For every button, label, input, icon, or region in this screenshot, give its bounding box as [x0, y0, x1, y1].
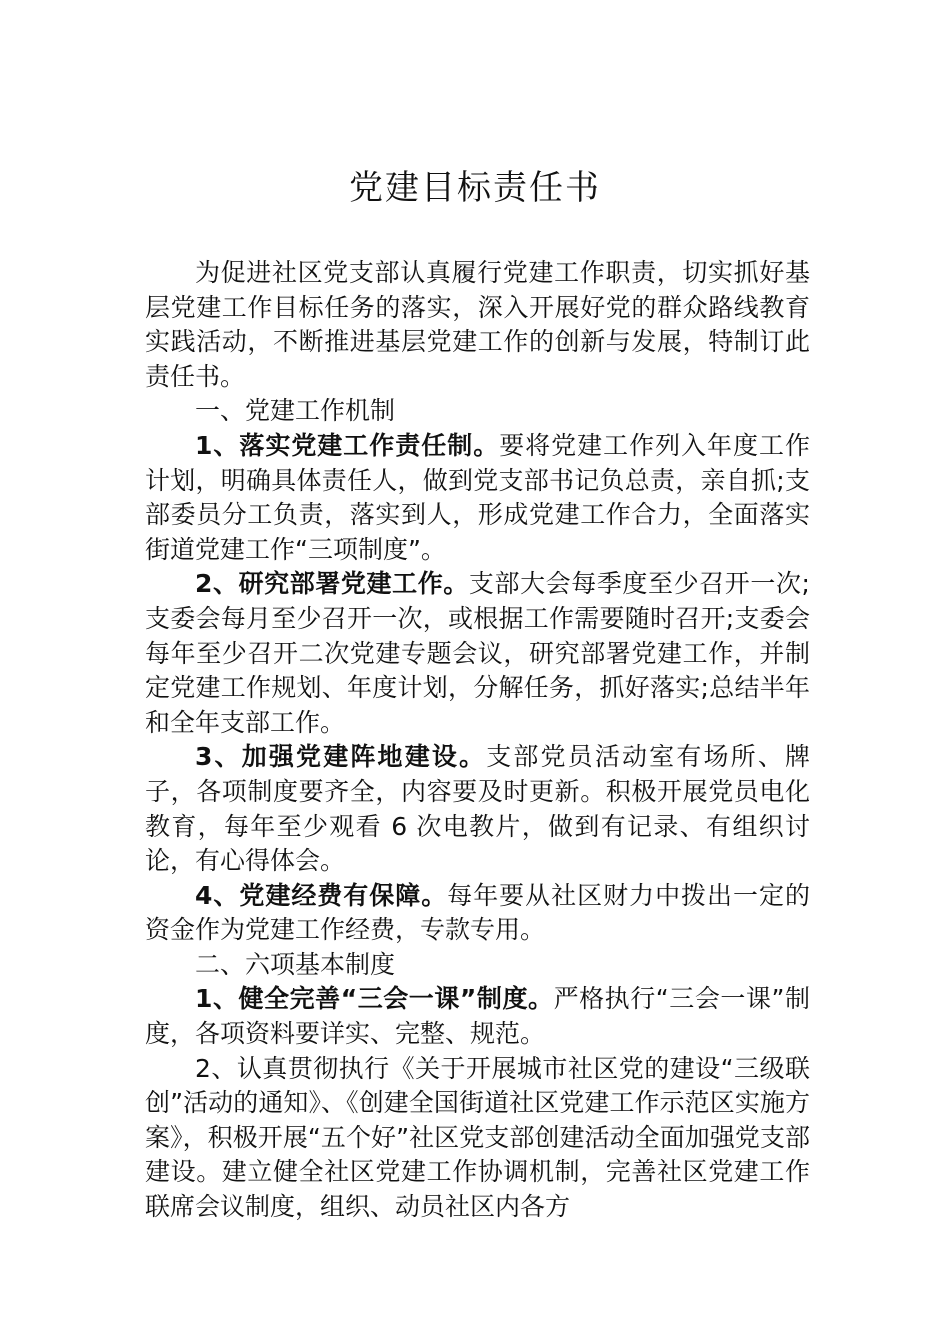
item-text: 支部党员活动室有场所、牌子，各项制度要齐全，内容要及时更新。积极开展党员电化教育，每年至少观看 6 次电教片，做到有记录、有组织讨论，有心得体会。 — [145, 742, 810, 876]
item-text: 2、认真贯彻执行《关于开展城市社区党的建设“三级联创”活动的通知》、《创建全国街道社区党建工作示范区实施方案》，积极开展“五个好”社区党支部创建活动全面加强党支部建设。建立健全社区党建工作协调机制，完善社区党建工作联席会议制度，组织、动员社区内各方 — [145, 1053, 810, 1222]
systems-item-1 — [145, 982, 810, 1051]
item-lead: 1、落实党建工作责任制。 — [195, 430, 500, 460]
item-text: 要将党建工作列入年度工作计划，明确具体责任人，做到党支部书记负总责，亲自抓;支部委员分工负责，落实到人，形成党建工作合力，全面落实街道党建工作“三项制度”。 — [145, 430, 810, 564]
item-text: 支部大会每季度至少召开一次;支委会每月至少召开一次，或根据工作需要随时召开;支委会每年至少召开二次党建专题会议，研究部署党建工作，并制定党建工作规划、年度计划，分解任务，抓好落实;总结半年和全年支部工作。 — [145, 569, 810, 737]
mechanism-item-1 — [145, 429, 810, 567]
section-heading-systems: 二、六项基本制度 — [195, 949, 396, 979]
item-lead: 4、党建经费有保障。 — [195, 880, 448, 910]
item-lead: 3、加强党建阵地建设。 — [195, 742, 487, 772]
mechanism-item-2 — [145, 567, 810, 740]
item-text: 每年要从社区财力中拨出一定的资金作为党建工作经费，专款专用。 — [145, 880, 810, 945]
document-body — [145, 256, 810, 1225]
systems-item-2 — [145, 1052, 810, 1225]
document-title: 党建目标责任书 — [349, 168, 601, 208]
intro-paragraph: 为促进社区党支部认真履行党建工作职责，切实抓好基层党建工作目标任务的落实，深入开展好党的群众路线教育实践活动，不断推进基层党建工作的创新与发展，特制订此责任书。 — [145, 258, 810, 391]
item-text: 严格执行“三会一课”制度，各项资料要详实、完整、规范。 — [145, 984, 810, 1049]
item-lead: 2、研究部署党建工作。 — [195, 569, 469, 599]
item-lead: 1、健全完善“三会一课”制度。 — [195, 984, 554, 1014]
mechanism-item-3 — [145, 740, 810, 878]
section-heading-mechanism: 一、党建工作机制 — [195, 396, 396, 426]
mechanism-item-4 — [145, 879, 810, 948]
